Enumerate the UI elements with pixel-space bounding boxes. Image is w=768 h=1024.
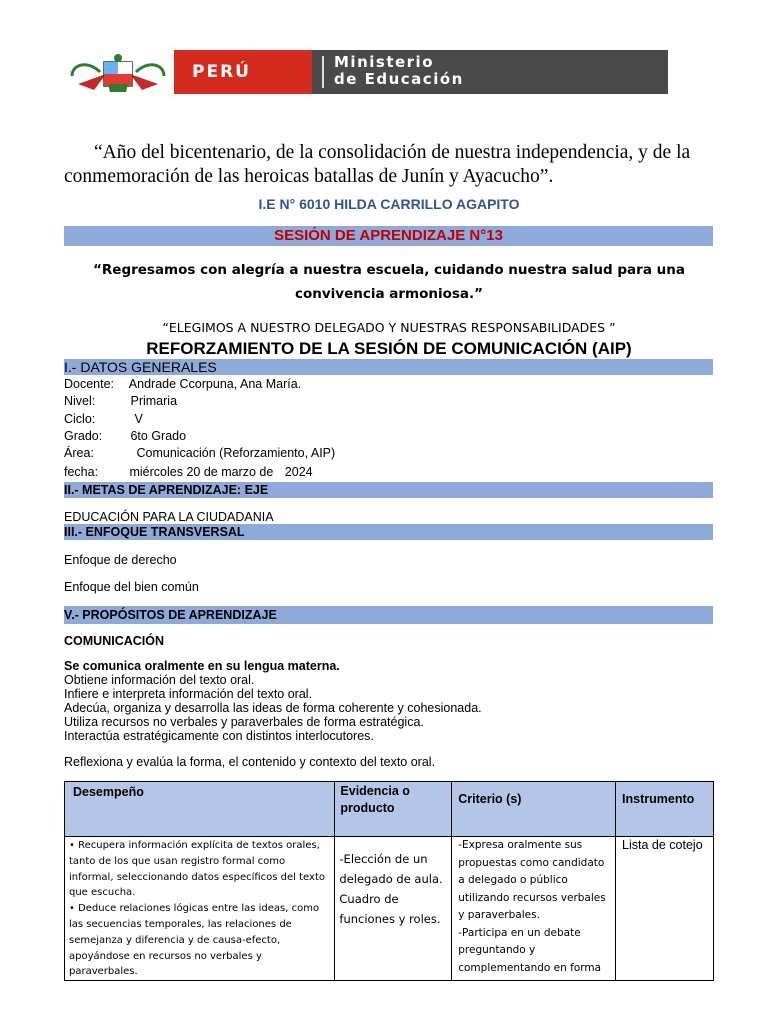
performance-table <box>64 781 714 981</box>
nivel-value: Primaria <box>130 394 178 408</box>
docente-label: Docente: <box>64 377 115 391</box>
area-value: Comunicación (Reforzamiento, AIP) <box>136 446 336 460</box>
slogan-line-1: “Regresamos con alegría a nuestra escuela, cuidando nuestra salud para una <box>93 262 685 278</box>
header-banner <box>64 50 668 94</box>
col-header-desempeno: Desempeño <box>65 782 335 837</box>
grado-label: Grado: <box>64 429 103 443</box>
instrumento-cell: Lista de cotejo <box>616 837 714 981</box>
ciclo-value: V <box>134 412 143 426</box>
fecha-year: 2024 <box>284 465 313 479</box>
evidencia-cell: -Elección de un delegado de aula. Cuadro de funciones y roles. <box>335 837 452 981</box>
goals-value: EDUCACIÓN PARA LA CIUDADANIA <box>64 510 274 524</box>
ministry-line-1: Ministerio <box>334 53 435 71</box>
desempeno-item-1: • Recupera información explícita de textos orales, tanto de los que usan registro formal como informal, seleccionando datos específicos del texto que escucha. <box>69 840 325 899</box>
year-motto: “Año del bicentenario, de la consolidación de nuestra independencia, y de la conmemoración de las heroicas batallas de Junín y Ayacucho”. <box>64 142 691 187</box>
activity-title: “ELEGIMOS A NUESTRO DELEGADO Y NUESTRAS RESPONSABILIDADES ” <box>162 320 616 335</box>
capacity-5: Interactúa estratégicamente con distintos interlocutores. <box>64 729 374 743</box>
capacity-2: Infiere e interpreta información del texto oral. <box>64 687 313 701</box>
approach-title: III.- ENFOQUE TRANSVERSAL <box>64 525 245 539</box>
area-label: Área: <box>64 446 94 460</box>
grado-row <box>64 429 186 443</box>
nivel-row <box>64 394 177 408</box>
session-title: SESIÓN DE APRENDIZAJE N°13 <box>274 227 503 244</box>
slogan-line-2: convivencia armoniosa.” <box>294 286 484 302</box>
approach-item-2: Enfoque del bien común <box>64 580 199 594</box>
competence: Se comunica oralmente en su lengua materna. <box>64 659 340 673</box>
purposes-title: V.- PROPÓSITOS DE APRENDIZAJE <box>64 608 277 622</box>
docente-value: Andrade Ccorpuna, Ana María. <box>128 377 302 391</box>
purposes-area: COMUNICACIÓN <box>64 634 164 648</box>
fecha-label: fecha: <box>64 465 99 479</box>
criterio-cell <box>452 837 616 981</box>
peru-label: PERÚ <box>192 62 251 82</box>
criterio-item-2: -Participa en un debate preguntando y complementando en forma <box>458 926 602 974</box>
ministry-box <box>312 50 668 94</box>
nivel-label: Nivel: <box>64 394 96 408</box>
desempeno-item-2: • Deduce relaciones lógicas entre las ideas, como las secuencias temporales, las relaciones de semejanza y diferencia y de causa-efecto, apoyándose en recursos no verbales y paraverbales. <box>69 903 320 978</box>
criterio-item-1: -Expresa oralmente sus propuestas como candidato a delegado o público utilizando recursos verbales y paraverbales. <box>458 839 606 921</box>
general-data-title: I.- DATOS GENERALES <box>64 359 217 375</box>
grado-value: 6to Grado <box>130 429 187 443</box>
desempeno-cell <box>65 837 335 981</box>
approach-item-1: Enfoque de derecho <box>64 553 177 567</box>
area-row <box>64 446 335 460</box>
capacity-4: Utiliza recursos no verbales y paraverbales de forma estratégica. <box>64 715 424 729</box>
col-header-instrumento: Instrumento <box>616 782 714 837</box>
ciclo-label: Ciclo: <box>64 412 96 426</box>
fecha-value: miércoles 20 de marzo de <box>129 465 274 479</box>
capacity-6: Reflexiona y evalúa la forma, el contenido y contexto del texto oral. <box>64 755 436 769</box>
goals-title: II.- METAS DE APRENDIZAJE: EJE <box>64 483 269 497</box>
col-header-criterio: Criterio (s) <box>452 782 616 837</box>
fecha-row <box>64 465 313 479</box>
ministry-name <box>334 54 464 88</box>
ministry-line-2: de Educación <box>334 70 464 88</box>
school-name: I.E N° 6010 HILDA CARRILLO AGAPITO <box>258 196 520 212</box>
national-seal <box>64 50 172 94</box>
divider <box>322 56 324 88</box>
slogan <box>64 258 714 306</box>
col-header-evidencia: Evidencia o producto <box>335 782 452 837</box>
table-header-row <box>65 782 714 837</box>
table-row <box>65 837 714 981</box>
ciclo-row <box>64 412 143 426</box>
capacity-1: Obtiene información del texto oral. <box>64 673 255 687</box>
capacity-3: Adecúa, organiza y desarrolla las ideas de forma coherente y cohesionada. <box>64 701 482 715</box>
docente-row <box>64 377 301 391</box>
reinforcement-title: REFORZAMIENTO DE LA SESIÓN DE COMUNICACIÓN (AIP) <box>146 339 632 358</box>
coat-of-arms-icon <box>64 50 172 94</box>
